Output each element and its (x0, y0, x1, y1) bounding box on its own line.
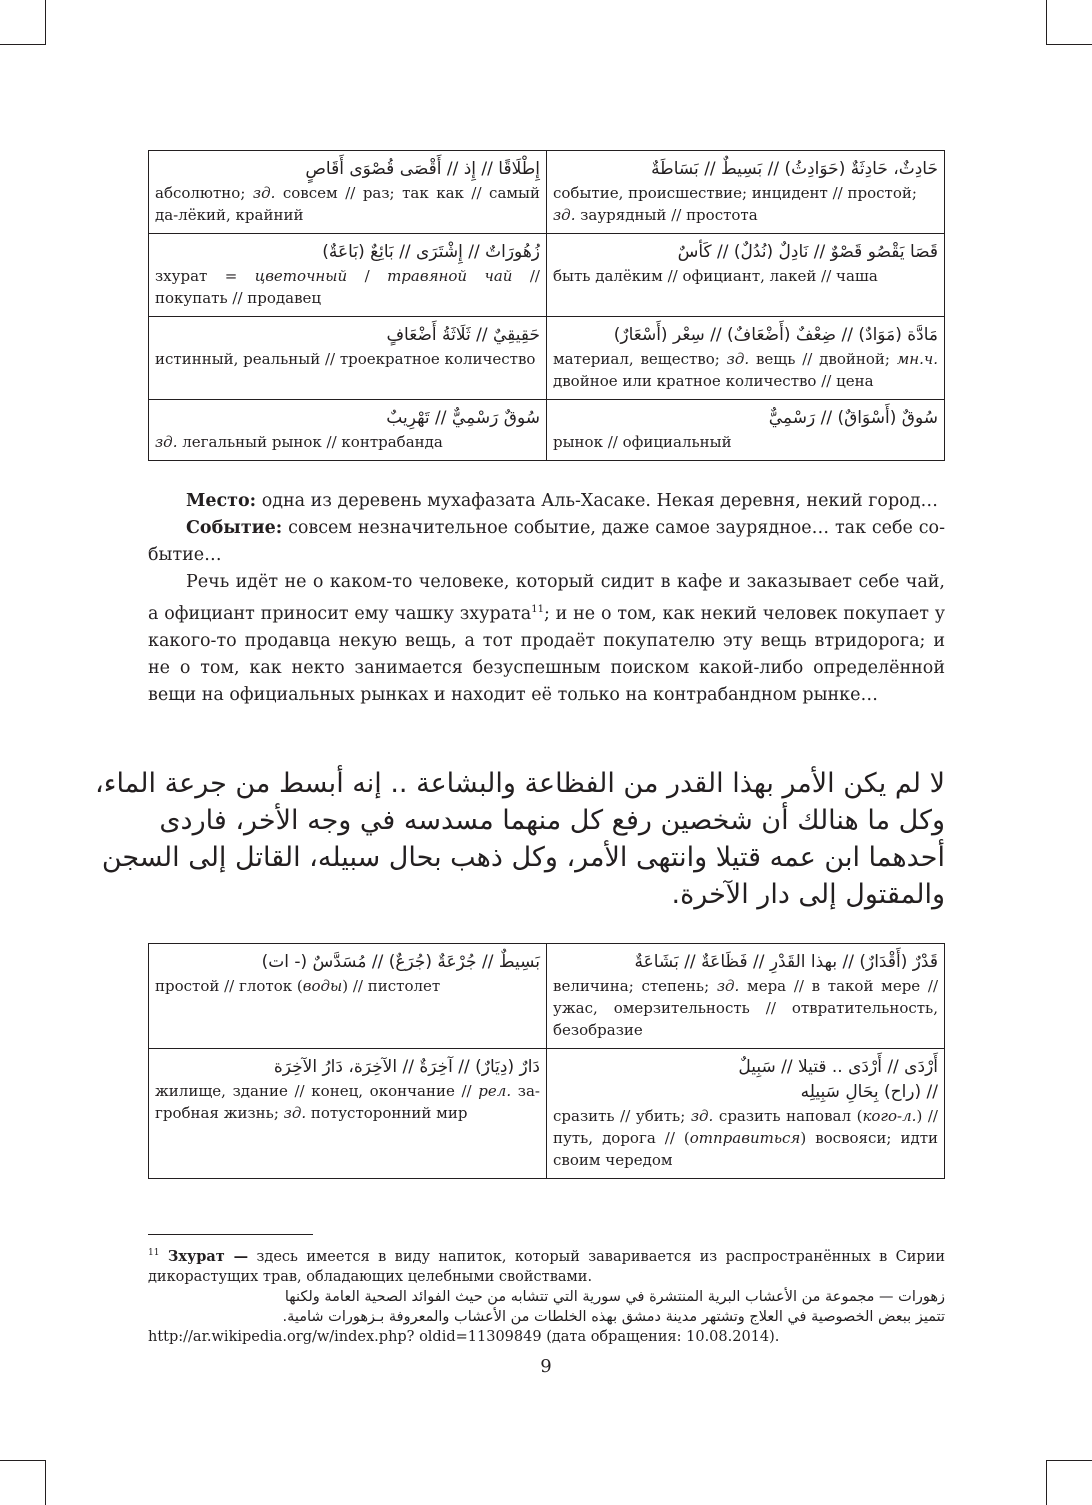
arabic-passage-line: وكل ما هنالك أن شخصين رفع كل منهما مسدسه في وجه الأخر، فاردى (159, 804, 945, 836)
footnote-ref[interactable]: 11 (531, 604, 544, 615)
place-paragraph: Место: одна из деревень мухафазата Аль-Хасаке. Некая деревня, некий город… (186, 491, 938, 511)
arabic-terms: حَقِيقِيٌ // ثَلَاثَةُ أَضْعَافٍ (386, 325, 540, 345)
body-paragraph: Речь идёт не о каком-то человеке, который сидит в кафе и заказывает себе чай, а официант приносит ему чашку зхурата$^{11}$; и не о том, как некий человек покупает у какого-то продавца некую вещь, а тот продаёт покупателю эту вещь втридорога; и не о том, как некто занимается безуспешным поиском какой-либо определённой вещи на официальных рынках и находит её только на контрабандном рынке… (148, 572, 945, 705)
arabic-passage-line: أحدهما ابن عمه قتيلا وانتهى الأمر، وكل ذهب بحال سبيله، القاتل إلى السجن (101, 841, 945, 873)
arabic-passage-line: لا لم يكن الأمر بهذا القدر من الفظاعة والبشاعة .. إنه أبسط من جرعة الماء، (95, 767, 945, 799)
russian-gloss: рынок // официальный (553, 433, 732, 451)
arabic-terms: دَارٌ (دِيَارٌ) // آخِرَةٌ // الآخِرَة، دَارُ الآخِرَة (273, 1056, 540, 1077)
footnote-arabic: زهورات — مجموعة من الأعشاب البرية المنتشرة في سورية التي تتشابه من حيث الفوائد الصحية العامة ولكنها (284, 1288, 945, 1305)
arabic-terms: مَادَّة (مَوَادٌ) // ضِعْفٌ (أَضْعَافٌ) // سِعْر (أَسْعَارٌ) (613, 325, 938, 345)
arabic-terms: سُوقٌ (أَسْوَاقٌ) // رَسْمِيٌّ (768, 408, 938, 428)
vocab-cell-left (149, 943, 547, 1048)
arabic-terms: // (راح) بِحَالِ سَبِيلِه (800, 1081, 938, 1102)
crop-mark (1046, 1460, 1047, 1505)
crop-mark (1046, 0, 1047, 45)
russian-gloss: жилище, здание // конец, окончание // рел. за-гробная жизнь; зд. потусторонний мир (155, 1081, 540, 1122)
russian-gloss: сразить // убить; зд. сразить наповал (кого-л.) // путь, дорога // (отправиться) восвояси; идти своим чередом (553, 1106, 938, 1169)
arabic-terms: أَرْدَى // أَرْدَى .. قتيلا // سَبِيلٌ (738, 1056, 938, 1077)
crop-mark (1047, 1460, 1092, 1461)
vocab-cell-left (149, 234, 547, 317)
vocabulary-table-1 (148, 150, 945, 461)
russian-gloss: простой // глоток (воды) // пистолет (155, 976, 441, 995)
russian-gloss: быть далёким // официант, лакей // чаша (553, 267, 878, 285)
vocab-cell-right (547, 943, 945, 1048)
footnote (148, 1243, 945, 1347)
arabic-passage-line: والمقتول إلى دار الآخرة. (671, 878, 945, 910)
table-row (149, 943, 945, 1048)
vocab-cell-right (547, 151, 945, 234)
table-row (149, 1048, 945, 1178)
footnote-link[interactable]: http://ar.wikipedia.org/w/index.php? oldid=11309849 (дата обращения: 10.08.2014). (148, 1328, 780, 1345)
arabic-terms: قَدْرٌ (أَقْدَارٌ) // بهذا القَدْرِ // فَظَاعَةٌ // بَشَاعَةٌ (634, 951, 938, 972)
footnote-arabic: تتميز ببعض الخصوصية في العلاج وتشتهر مدينة دمشق بهذه الخلطات من الأعشاب والمعروفة بـزهورات شامية. (282, 1308, 945, 1325)
crop-mark (45, 0, 46, 45)
table-row (149, 234, 945, 317)
commentary-text (148, 488, 945, 709)
footnote-text: $^{11}$ Зхурат — здесь имеется в виду напиток, который заваривается из распространённых в Сирии дикорастущих трав, обладающих целебными свойствами. (148, 1247, 946, 1285)
vocab-cell-left (149, 317, 547, 400)
crop-mark (0, 44, 45, 45)
table-row (149, 317, 945, 400)
arabic-terms: بَسِيطٌ // جُرْعَةٌ (جُرَعٌ) // مُسَدَّسٌ (- ات) (261, 951, 540, 972)
vocab-cell-right (547, 234, 945, 317)
crop-mark (45, 1460, 46, 1505)
russian-gloss: зхурат = цветочный / травяной чай // покупать // продавец (155, 267, 540, 307)
footnote-number: 11 (148, 1247, 160, 1258)
crop-mark (1047, 44, 1092, 45)
vocab-cell-left (149, 151, 547, 234)
vocabulary-table-2 (148, 943, 945, 1179)
arabic-passage (95, 765, 945, 913)
footnote-separator (148, 1234, 313, 1235)
table-row (149, 151, 945, 234)
page-number: 9 (540, 1356, 552, 1377)
vocab-cell-right (547, 1048, 945, 1178)
russian-gloss: событие, происшествие; инцидент // простой; зд. заурядный // простота (553, 184, 917, 224)
arabic-terms: سُوقٌ رَسْمِيٌّ // تَهْرِيبٌ (386, 408, 540, 428)
arabic-terms: زُهُورَاتٌ // إِشْتَرَى // بَائِعٌ (بَاعَةٌ) (322, 242, 540, 262)
vocab-cell-left (149, 400, 547, 461)
arabic-terms: إِطْلَاقًا // إِذ // أَقْصَى قُصْوَى أَقَاصٍ (305, 159, 540, 179)
russian-gloss: зд. легальный рынок // контрабанда (155, 433, 443, 451)
russian-gloss: абсолютно; зд. совсем // раз; так как // самый да-лёкий, крайний (155, 184, 540, 224)
event-paragraph: Событие: совсем незначительное событие, даже самое заурядное… так себе со-бытие… (148, 518, 945, 565)
table-row (149, 400, 945, 461)
arabic-terms: قَصَا يَقْصُو قَصْوٌ // نَادِلٌ (نُدُلٌ) // كَأسٌ (677, 242, 938, 262)
crop-mark (0, 1460, 45, 1461)
vocab-cell-left (149, 1048, 547, 1178)
vocab-cell-right (547, 317, 945, 400)
vocab-cell-right (547, 400, 945, 461)
page-body (95, 150, 946, 1347)
arabic-terms: حَادِثٌ، حَادِثَةٌ (حَوَادِثُ) // بَسِيطٌ // بَسَاطَةٌ (651, 159, 938, 179)
russian-gloss: величина; степень; зд. мера // в такой мере // ужас, омерзительность // отвратительность, безобразие (553, 976, 939, 1039)
russian-gloss: материал, вещество; зд. вещь // двойной; мн.ч. двойное или кратное количество // цена (553, 350, 938, 390)
russian-gloss: истинный, реальный // троекратное количество (155, 350, 536, 368)
